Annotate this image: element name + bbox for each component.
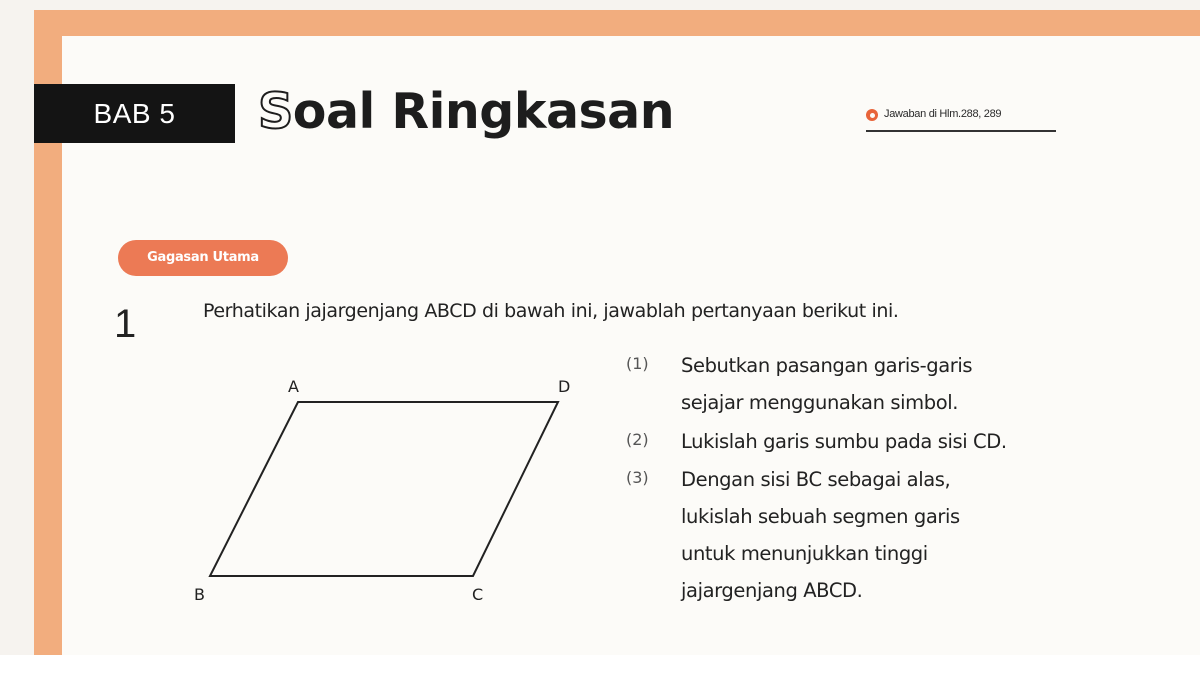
subquestion-number: (1) xyxy=(626,354,649,373)
page-title xyxy=(258,80,674,144)
vertex-label-c: C xyxy=(472,585,484,604)
subquestion-text xyxy=(681,423,1007,460)
problem-number: 1 xyxy=(114,302,137,346)
subquestion-text xyxy=(681,461,960,609)
subquestion-line: Lukislah garis sumbu pada sisi CD. xyxy=(681,430,1007,453)
problem-prompt: Perhatikan jajargenjang ABCD di bawah ini, jawablah pertanyaan berikut ini. xyxy=(203,300,899,322)
subquestion-number: (3) xyxy=(626,468,649,487)
parallelogram-figure xyxy=(180,360,600,610)
subquestion-line: lukislah sebuah segmen garis xyxy=(681,505,960,528)
vertex-label-a: A xyxy=(288,377,299,396)
subquestion-line: jajargenjang ABCD. xyxy=(681,579,863,602)
answer-reference xyxy=(866,104,1056,132)
subquestion-text xyxy=(681,347,972,421)
answer-reference-text: Jawaban di Hlm.288, 289 xyxy=(884,108,1002,120)
subquestion-line: sejajar menggunakan simbol. xyxy=(681,391,959,414)
parallelogram-abcd xyxy=(210,402,558,576)
chapter-label: BAB 5 xyxy=(34,84,235,143)
subquestion-line: Dengan sisi BC sebagai alas, xyxy=(681,468,951,491)
title-text: oal Ringkasan xyxy=(292,83,675,140)
subquestion-line: Sebutkan pasangan garis-garis xyxy=(681,354,973,377)
bottom-margin xyxy=(0,655,1200,675)
vertex-label-b: B xyxy=(194,585,205,604)
vertex-label-d: D xyxy=(558,377,571,396)
circle-bullet-icon xyxy=(866,109,878,121)
title-initial-letter: S xyxy=(258,83,293,140)
section-tag: Gagasan Utama xyxy=(118,240,288,276)
subquestion-line: untuk menunjukkan tinggi xyxy=(681,542,928,565)
subquestion-number: (2) xyxy=(626,430,649,449)
